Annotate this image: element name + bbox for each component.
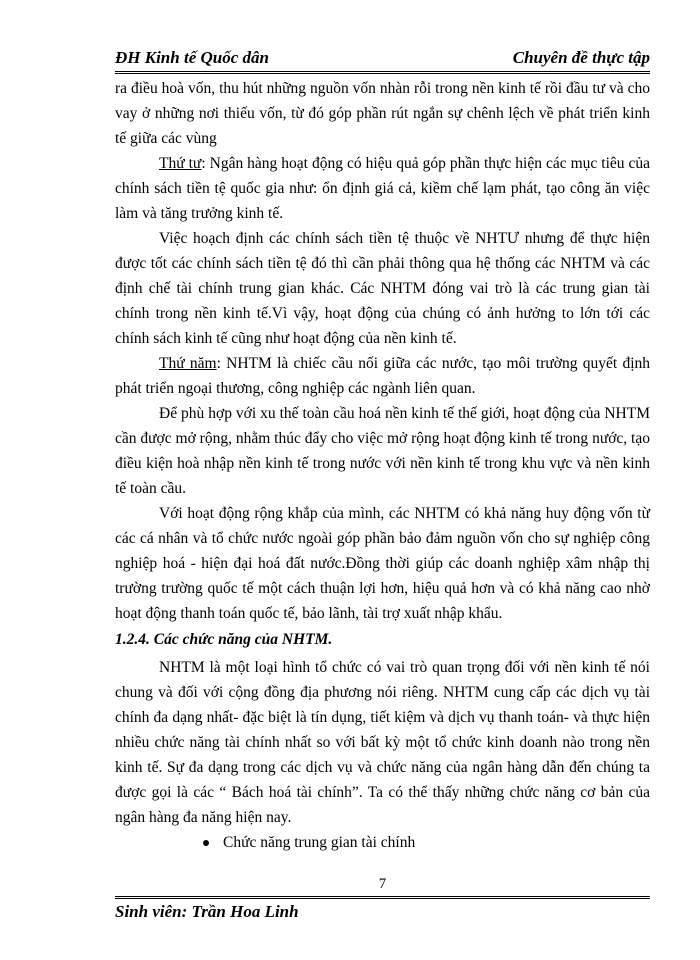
header-document-type: Chuyên đề thực tập xyxy=(512,48,650,67)
paragraph-6: Với hoạt động rộng khắp của mình, các NHTM có khả năng huy động vốn từ các cá nhân và tổ chức nước ngoài góp phần bảo đảm nguồn vốn cho sự nghiệp công nghiệp hoá - hiện đại hoá đất nước.Đồng thời giúp các doanh nghiệp xâm nhập thị trường trường quốc tế một cách thuận lợi hơn, hiệu quả hơn và có khả năng cao nhờ hoạt động thanh toán quốc tế, bảo lãnh, tài trợ xuất nhập khẩu. xyxy=(115,505,650,622)
footer-author: Sinh viên: Trần Hoa Linh xyxy=(115,902,299,921)
paragraph-thu-nam xyxy=(115,351,650,401)
paragraph-thu-tu xyxy=(115,151,650,226)
page-number: 7 xyxy=(378,876,387,892)
label-thu-nam: Thứ năm xyxy=(159,355,217,372)
bullet-item xyxy=(203,830,650,855)
page-header xyxy=(115,40,650,74)
paragraph-3: Việc hoạch định các chính sách tiền tệ thuộc về NHTƯ nhưng để thực hiện được tốt các chính sách tiền tệ đó thì cần phải thông qua hệ thống các NHTM và các định chế tài chính trung gian khác. Các NHTM đóng vai trò là các trung gian tài chính trong nền kinh tế.Vì vậy, hoạt động của chúng có ảnh hưởng to lớn tới các chính sách kinh tế cũng như hoạt động của nền kinh tế. xyxy=(115,230,650,347)
page-body xyxy=(115,76,650,855)
paragraph-1: ra điều hoà vốn, thu hút những nguồn vốn nhàn rỗi trong nền kinh tế rồi đầu tư và cho vay ở những nơi thiếu vốn, từ đó góp phần rút ngắn sự chênh lệch về phát triển kinh tế giữa các vùng xyxy=(115,80,650,147)
bullet-text: Chức năng trung gian tài chính xyxy=(223,834,416,851)
header-university: ĐH Kinh tế Quốc dân xyxy=(115,48,269,67)
text-thu-nam: : NHTM là chiếc cầu nối giữa các nước, tạo môi trường quyết định phát triển ngoại thương, công nghiệp các ngành liên quan. xyxy=(115,355,651,397)
bullet-icon xyxy=(203,840,209,846)
section-heading: 1.2.4. Các chức năng của NHTM. xyxy=(115,631,333,648)
text-thu-tu: : Ngân hàng hoạt động có hiệu quả góp phần thực hiện các mục tiêu của chính sách tiền tệ quốc gia như: ổn định giá cả, kiềm chế lạm phát, tạo công ăn việc làm và tăng trưởng kinh tế. xyxy=(115,155,651,222)
paragraph-5: Để phù hợp với xu thế toàn cầu hoá nền kinh tế thế giới, hoạt động của NHTM cần được mở rộng, nhằm thúc đẩy cho việc mở rộng hoạt động kinh tế trong nước, tạo điều kiện hoà nhập nền kinh tế trong nước với nền kinh tế trong khu vực và nền kinh tế toàn cầu. xyxy=(115,405,650,497)
paragraph-7: NHTM là một loại hình tổ chức có vai trò quan trọng đối với nền kinh tế nói chung và đối với cộng đồng địa phương nói riêng. NHTM cung cấp các dịch vụ tài chính đa dạng nhất- đặc biệt là tín dụng, tiết kiệm và dịch vụ thanh toán- và thực hiện nhiều chức năng tài chính nhất so với bất kỳ một tổ chức kinh doanh nào trong nền kinh tế. Sự đa dạng trong các dịch vụ và chức năng của ngân hàng dẫn đến chúng ta được gọi là các “ Bách hoá tài chính”. Ta có thể thấy những chức năng cơ bản của ngân hàng đa năng hiện nay. xyxy=(115,659,650,826)
label-thu-tu: Thứ tư xyxy=(159,155,202,172)
page-footer xyxy=(115,896,650,922)
